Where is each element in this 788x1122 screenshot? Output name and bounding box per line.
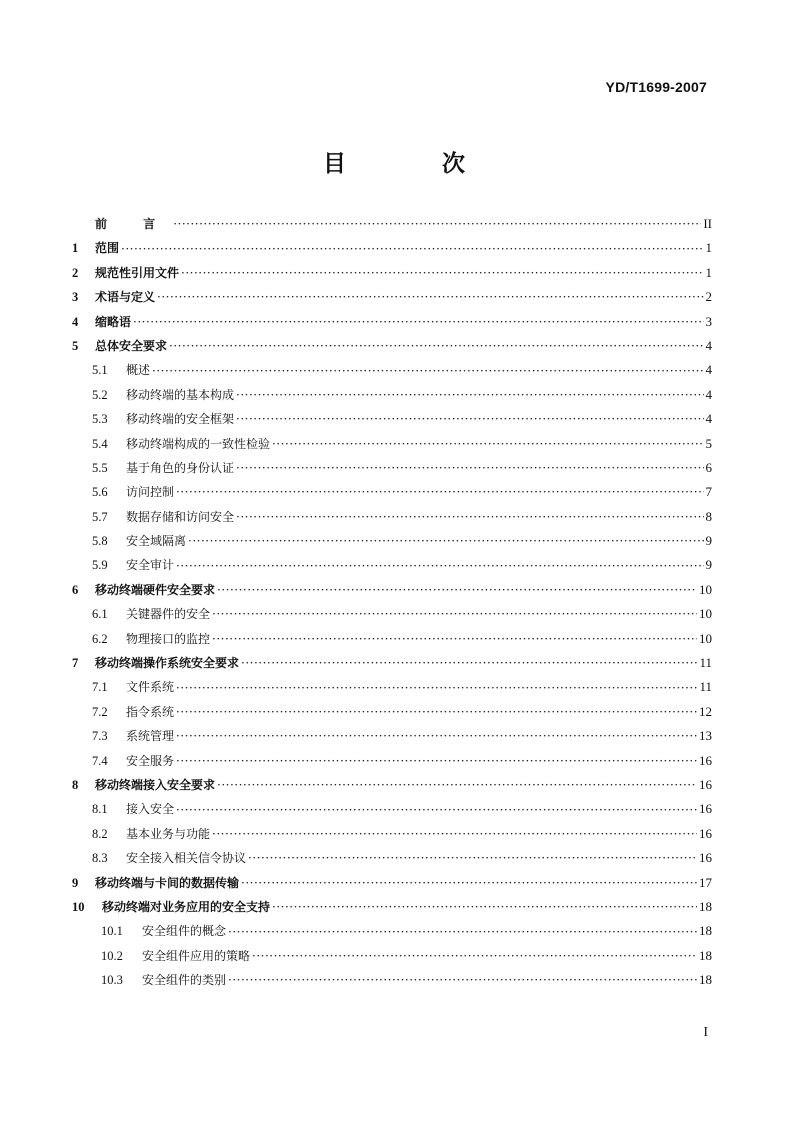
toc-entry-label: 安全组件应用的策略 (142, 948, 251, 963)
toc-entry-number: 2 (72, 265, 79, 280)
toc-entry-page: 5 (705, 435, 712, 451)
toc-entry[interactable] (70, 285, 712, 309)
toc-entry-number: 5.8 (92, 534, 108, 549)
toc-entry-number: 7.2 (92, 704, 108, 719)
toc-entry[interactable] (70, 261, 712, 285)
toc-entry-label: 规范性引用文件 (95, 265, 180, 280)
toc-subentry[interactable] (70, 480, 712, 504)
toc-entry-label: 安全组件的类别 (142, 973, 227, 988)
toc-entry-number: 5 (72, 338, 79, 353)
toc-entry-label: 术语与定义 (95, 290, 156, 305)
toc-entry-page: 6 (705, 459, 712, 475)
toc-entry-label: 范围 (95, 241, 120, 256)
leader-dots (176, 749, 697, 773)
toc-entry-label: 系统管理 (126, 729, 175, 744)
toc-subentry[interactable] (70, 407, 712, 431)
toc-entry-page: II (703, 216, 712, 231)
toc-entry-page: 4 (705, 337, 712, 353)
toc-entry-label: 安全组件的概念 (142, 924, 227, 939)
toc-subentry[interactable] (70, 383, 712, 407)
leader-dots (169, 334, 703, 358)
toc-subentry[interactable] (70, 797, 712, 821)
toc-entry-page: 9 (705, 557, 712, 573)
toc-entry-number: 5.2 (92, 387, 108, 402)
toc-entry-label: 移动终端与卡间的数据传输 (95, 875, 240, 890)
leader-dots (272, 432, 703, 456)
toc-subentry[interactable] (70, 432, 712, 456)
toc-entry-number: 8.1 (92, 802, 108, 817)
toc-entry-page: 18 (699, 972, 712, 988)
toc-subentry[interactable] (70, 944, 712, 968)
leader-dots (176, 700, 697, 724)
toc-subentry[interactable] (70, 675, 712, 699)
toc-entry-number: 6 (72, 582, 79, 597)
toc-entry-number: 5.7 (92, 509, 108, 524)
leader-dots (157, 285, 703, 309)
toc-entry-page: 16 (699, 776, 712, 792)
toc-entry-label: 移动终端构成的一致性检验 (126, 436, 271, 451)
toc-entry-page: 9 (705, 533, 712, 549)
toc-entry-page: 4 (705, 386, 712, 402)
leader-dots (272, 895, 697, 919)
leader-dots (217, 773, 697, 797)
toc-entry-label: 概述 (126, 363, 151, 378)
toc-entry[interactable] (70, 578, 712, 602)
toc-entry-number: 5.1 (92, 363, 108, 378)
toc-entry[interactable] (70, 773, 712, 797)
toc-entry-page: 4 (705, 411, 712, 427)
toc-entry-label: 移动终端的基本构成 (126, 387, 235, 402)
toc-entry-label: 关键器件的安全 (126, 607, 211, 622)
toc-entry-page: 2 (705, 289, 712, 305)
toc-entry-label: 接入安全 (126, 802, 175, 817)
toc-entry-number: 5.6 (92, 485, 108, 500)
toc-entry-page: 1 (705, 264, 712, 280)
toc-subentry[interactable] (70, 700, 712, 724)
toc-entry-label: 安全审计 (126, 558, 175, 573)
toc-entry-page: 4 (705, 362, 712, 378)
leader-dots (217, 578, 697, 602)
toc-entry-number: 7.3 (92, 729, 108, 744)
toc-entry-label: 文件系统 (126, 680, 175, 695)
toc-entry-page: 8 (705, 508, 712, 524)
leader-dots (241, 871, 697, 895)
page-number: I (703, 1025, 708, 1040)
toc-entry-page: 16 (699, 825, 712, 841)
toc-entry-page: 16 (699, 850, 712, 866)
leader-dots (188, 529, 703, 553)
toc-entry-number: 7 (72, 656, 79, 671)
toc-entry-number: 1 (72, 241, 79, 256)
toc-entry-page: 17 (699, 874, 712, 890)
leader-dots (133, 310, 703, 334)
toc-entry-page: 7 (705, 484, 712, 500)
toc-subentry[interactable] (70, 456, 712, 480)
toc-entry-number: 4 (72, 314, 79, 329)
leader-dots (212, 602, 697, 626)
toc-entry[interactable] (70, 334, 712, 358)
leader-dots (212, 627, 697, 651)
leader-dots (181, 261, 703, 285)
toc-entry[interactable] (70, 310, 712, 334)
toc-entry-number: 8 (72, 777, 79, 792)
toc-entry-number: 6.2 (92, 631, 108, 646)
toc-entry-page: 3 (705, 313, 712, 329)
toc-entry[interactable] (70, 236, 712, 260)
toc-entry-label: 访问控制 (126, 485, 175, 500)
toc-entry-label: 移动终端对业务应用的安全支持 (102, 899, 271, 914)
toc-entry-number: 6.1 (92, 607, 108, 622)
leader-dots (236, 407, 703, 431)
toc-entry[interactable] (70, 895, 712, 919)
toc-entry-number: 9 (72, 875, 79, 890)
toc-entry-page: 12 (699, 703, 712, 719)
toc-entry-label: 移动终端操作系统安全要求 (95, 656, 240, 671)
toc-subentry[interactable] (70, 749, 712, 773)
toc-entry-page: 11 (699, 655, 712, 671)
leader-dots (236, 505, 703, 529)
page-title: 目 次 (322, 151, 509, 177)
toc-entry-page: 18 (699, 947, 712, 963)
table-of-contents (70, 212, 712, 993)
toc-entry-page: 16 (699, 752, 712, 768)
toc-entry-label: 移动终端接入安全要求 (95, 777, 216, 792)
leader-dots (176, 798, 697, 822)
toc-entry-label: 安全接入相关信令协议 (126, 851, 247, 866)
leader-dots (241, 651, 697, 675)
toc-entry-page: 18 (699, 898, 712, 914)
toc-entry-label: 基于角色的身份认证 (126, 460, 235, 475)
toc-entry-number: 5.9 (92, 558, 108, 573)
leader-dots (121, 237, 703, 261)
toc-entry-number: 7.1 (92, 680, 108, 695)
toc-entry-label: 前 言 (95, 217, 172, 231)
toc-entry-label: 移动终端的安全框架 (126, 412, 235, 427)
toc-entry-page: 10 (699, 581, 712, 597)
toc-entry-label: 指令系统 (126, 704, 175, 719)
toc-entry-label: 移动终端硬件安全要求 (95, 582, 216, 597)
toc-entry-page: 1 (705, 240, 712, 256)
toc-subentry[interactable] (70, 553, 712, 577)
leader-dots (228, 920, 697, 944)
toc-entry-number: 5.4 (92, 436, 108, 451)
toc-entry-label: 安全域隔离 (126, 534, 187, 549)
leader-dots (176, 676, 697, 700)
toc-entry-number: 10 (72, 899, 85, 914)
toc-entry-number: 10.3 (101, 973, 123, 988)
leader-dots (173, 212, 701, 236)
leader-dots (236, 456, 703, 480)
toc-subentry[interactable] (70, 919, 712, 943)
toc-entry-page: 18 (699, 923, 712, 939)
toc-entry-label: 总体安全要求 (95, 338, 168, 353)
toc-subentry[interactable] (70, 358, 712, 382)
toc-entry-number: 8.3 (92, 851, 108, 866)
toc-entry-preface[interactable] (70, 212, 712, 236)
toc-entry-page: 11 (699, 679, 712, 695)
toc-entry-number: 8.2 (92, 826, 108, 841)
toc-subentry[interactable] (70, 724, 712, 748)
leader-dots (176, 724, 697, 748)
toc-subentry[interactable] (70, 968, 712, 992)
toc-entry-page: 10 (699, 630, 712, 646)
toc-entry[interactable] (70, 871, 712, 895)
toc-entry-number: 7.4 (92, 753, 108, 768)
toc-entry-page: 13 (699, 728, 712, 744)
toc-entry-number: 5.5 (92, 460, 108, 475)
toc-entry[interactable] (70, 651, 712, 675)
toc-entry-label: 安全服务 (126, 753, 175, 768)
toc-subentry[interactable] (70, 529, 712, 553)
toc-entry-number: 10.1 (101, 924, 123, 939)
toc-entry-page: 10 (699, 606, 712, 622)
leader-dots (248, 846, 697, 870)
toc-entry-number: 10.2 (101, 948, 123, 963)
toc-subentry[interactable] (70, 602, 712, 626)
leader-dots (228, 968, 697, 992)
toc-entry-number: 5.3 (92, 412, 108, 427)
toc-entry-number: 3 (72, 290, 79, 305)
leader-dots (152, 359, 703, 383)
toc-subentry[interactable] (70, 505, 712, 529)
toc-entry-label: 基本业务与功能 (126, 826, 211, 841)
leader-dots (176, 554, 703, 578)
toc-entry-label: 缩略语 (95, 314, 132, 329)
toc-entry-page: 16 (699, 801, 712, 817)
leader-dots (212, 822, 697, 846)
standard-code: YD/T1699-2007 (605, 79, 707, 95)
leader-dots (236, 383, 703, 407)
toc-entry-label: 物理接口的监控 (126, 631, 211, 646)
toc-subentry[interactable] (70, 822, 712, 846)
toc-subentry[interactable] (70, 846, 712, 870)
toc-entry-label: 数据存储和访问安全 (126, 509, 235, 524)
leader-dots (252, 944, 697, 968)
leader-dots (176, 480, 703, 504)
toc-subentry[interactable] (70, 627, 712, 651)
